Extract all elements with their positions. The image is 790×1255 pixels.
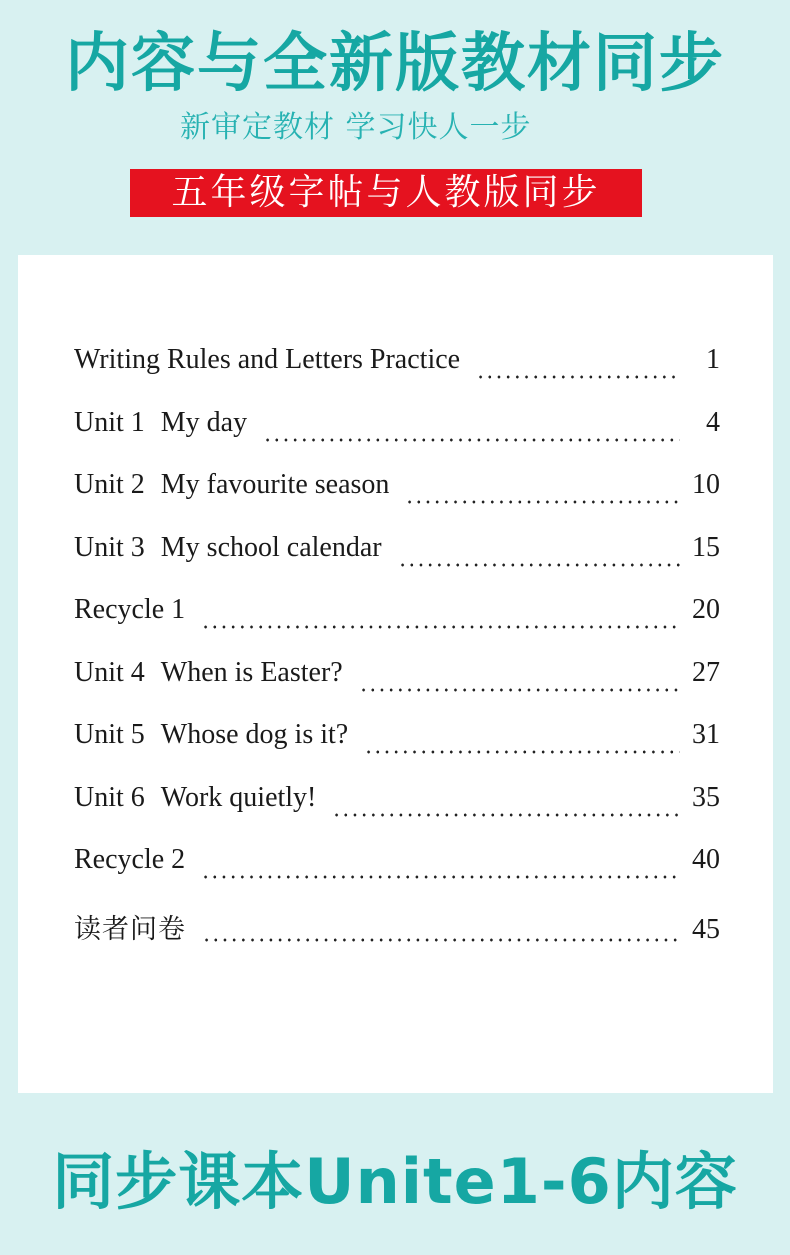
toc-row [74,469,720,532]
toc-entry-title [74,782,332,814]
toc-page-number: 35 [692,781,720,813]
toc-entry-name: My favourite season [160,469,390,500]
toc-leader-dots [332,813,680,817]
toc-entry-name: 读者问卷 [74,913,186,945]
toc-entry-title [74,844,201,876]
page-subheadline: 新审定教材 学习快人一步 [180,110,532,145]
toc-leader-dots [202,938,680,942]
page-headline: 内容与全新版教材同步 [65,27,725,101]
toc-page-number: 10 [692,469,720,500]
toc-row [74,532,720,595]
toc-entry-title [74,532,398,564]
toc-page-number: 1 [706,344,720,375]
table-of-contents-card [18,255,773,1093]
toc-leader-dots [263,438,680,442]
toc-entry-name: When is Easter? [160,656,343,688]
toc-entry-name: My day [160,406,248,438]
toc-page-number: 40 [692,844,720,875]
toc-unit-number: Unit 2 [74,469,145,500]
toc-entry-name: My school calendar [160,531,382,563]
toc-page-number: 31 [692,719,720,750]
footer-slogan: 同步课本Unite1-6内容 [52,1145,738,1218]
toc-entry-name: Writing Rules and Letters Practice [74,344,461,375]
toc-page-number: 4 [706,406,720,438]
toc-unit-number: Unit 5 [74,719,145,750]
toc-entry-title [74,594,201,626]
toc-entry-title [74,657,359,689]
toc-row [74,844,720,907]
toc-row [74,782,720,845]
toc-page-number: 20 [692,594,720,625]
toc-unit-number: Unit 6 [74,781,145,813]
toc-row [74,407,720,470]
grade-banner: 五年级字帖与人教版同步 [130,169,642,217]
toc-leader-dots [398,563,680,567]
toc-entry-name: Work quietly! [160,781,317,813]
toc-row [74,594,720,657]
toc-entry-title [74,907,202,946]
toc-unit-number: Unit 3 [74,531,145,563]
toc-row [74,657,720,720]
toc-leader-dots [201,625,680,629]
toc-entry-title [74,719,364,751]
toc-leader-dots [201,875,680,879]
toc-row [74,907,720,970]
toc-leader-dots [405,500,680,504]
toc-leader-dots [359,688,680,692]
toc-page-number: 27 [692,656,720,688]
toc-row [74,719,720,782]
toc-entry-title [74,469,405,501]
toc-leader-dots [364,750,680,754]
toc-unit-number: Unit 4 [74,656,145,688]
toc-entry-title [74,407,263,439]
toc-leader-dots [476,375,680,379]
toc-entry-title [74,344,476,376]
toc-page-number: 45 [692,913,720,945]
toc-entry-name: Recycle 1 [74,594,186,625]
toc-unit-number: Unit 1 [74,406,145,438]
toc-entry-name: Recycle 2 [74,844,186,875]
toc-row [74,344,720,407]
table-of-contents [74,344,720,969]
toc-page-number: 15 [692,531,720,563]
toc-entry-name: Whose dog is it? [160,719,349,750]
